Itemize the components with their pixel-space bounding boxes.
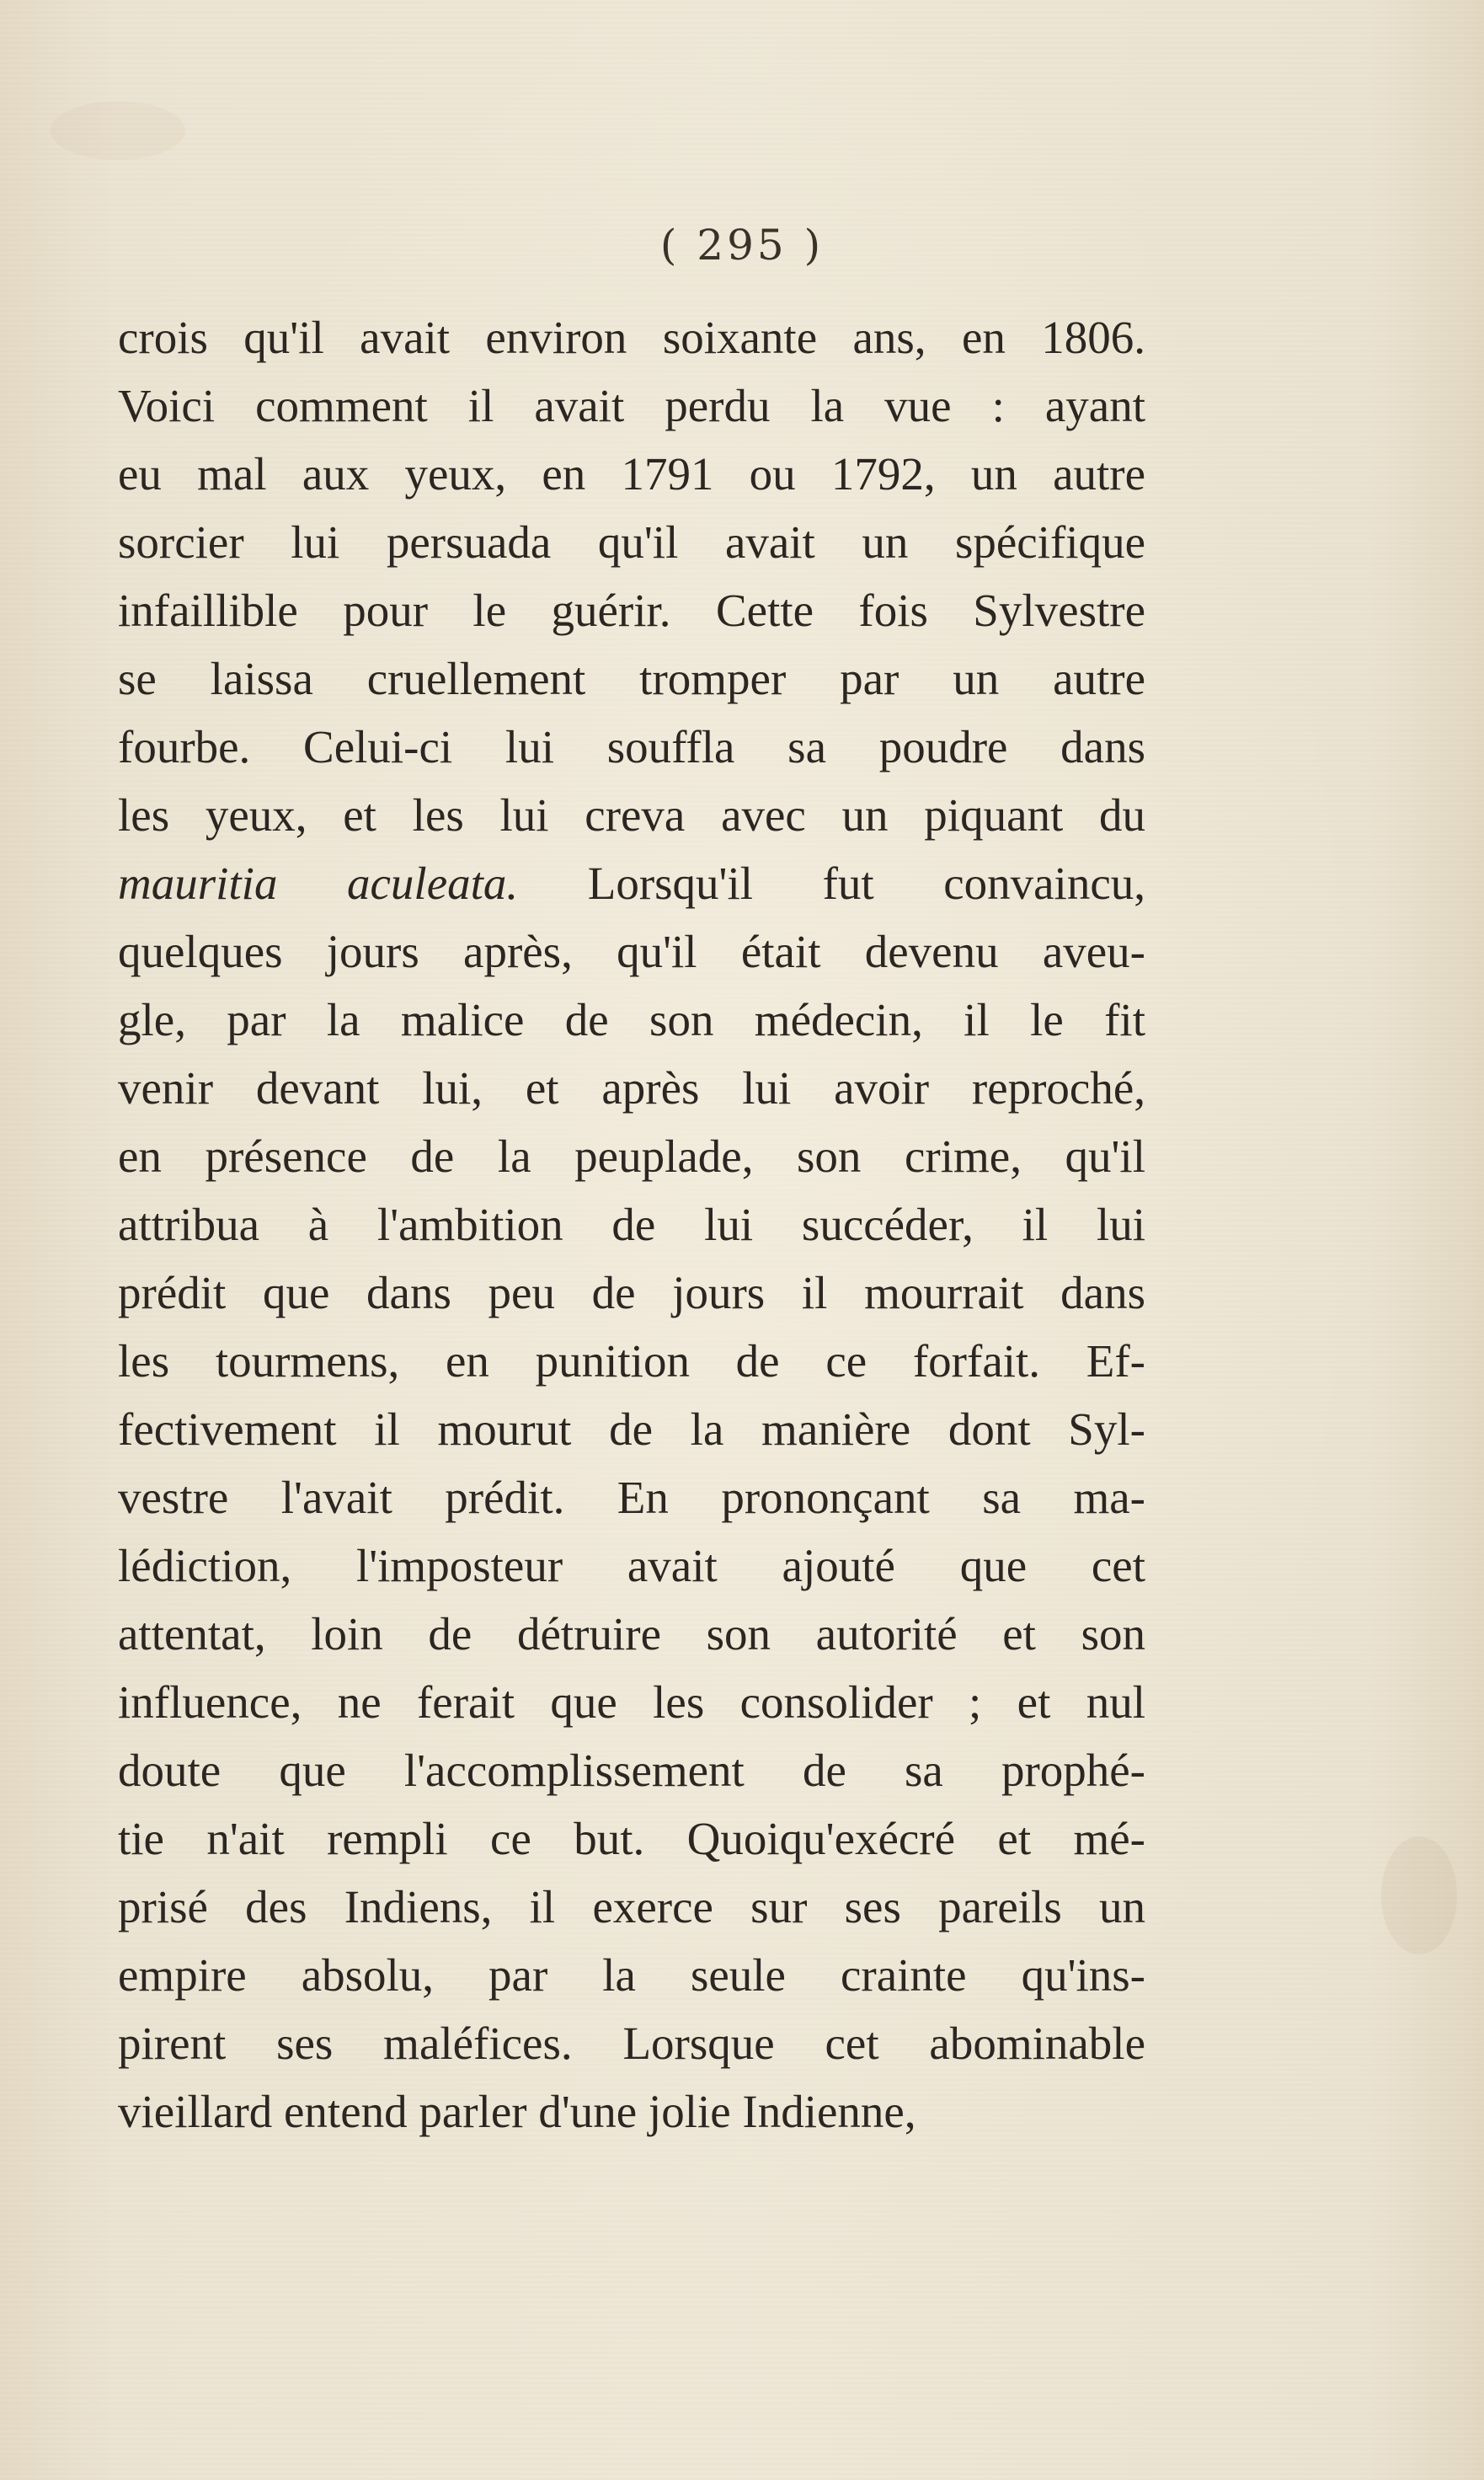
text-line: prisé des Indiens, il exerce sur ses pareils un [118,1881,1145,1932]
paper-stain [51,101,185,160]
text-line: vestre l'avait prédit. En prononçant sa ma- [118,1472,1145,1523]
text-line: eu mal aux yeux, en 1791 ou 1792, un autre [118,448,1145,500]
text-line: attribua à l'ambition de lui succéder, il lui [118,1199,1145,1250]
text-line: prédit que dans peu de jours il mourrait dans [118,1267,1145,1318]
text-line: fourbe. Celui-ci lui souffla sa poudre dans [118,721,1145,772]
paper-stain [1381,1836,1457,1954]
body-text [118,303,1145,2146]
text-line: sorcier lui persuada qu'il avait un spécifique [118,516,1145,568]
text-line: tie n'ait rempli ce but. Quoiqu'exécré et mé- [118,1813,1145,1864]
text-line: gle, par la malice de son médecin, il le fit [118,994,1145,1045]
text-line-italic [118,849,1145,917]
text-line: pirent ses maléfices. Lorsque cet abominable [118,2018,1145,2069]
text-line: vieillard entend parler d'une jolie Indienne, [118,2086,916,2137]
text-line: les yeux, et les lui creva avec un piquant du [118,789,1145,841]
text-line: fectivement il mourut de la manière dont Syl- [118,1403,1145,1455]
text-line: les tourmens, en punition de ce forfait. Ef- [118,1335,1145,1387]
text-line: crois qu'il avait environ soixante ans, en 1806. [118,312,1145,363]
text-line: quelques jours après, qu'il était devenu aveu- [118,926,1145,977]
text-line: Voici comment il avait perdu la vue : ayant [118,380,1145,431]
text-line: se laissa cruellement tromper par un autre [118,653,1145,704]
text-fragment: Lorsqu'il fut convaincu, [518,858,1145,909]
text-line: influence, ne ferait que les consolider ; et nul [118,1676,1145,1728]
text-line: venir devant lui, et après lui avoir reproché, [118,1062,1145,1114]
text-line: en présence de la peuplade, son crime, qu'il [118,1130,1145,1182]
text-line: doute que l'accomplissement de sa prophé- [118,1745,1145,1796]
species-name: mauritia aculeata. [118,858,519,909]
page-number: ( 295 ) [659,221,825,270]
text-line: attentat, loin de détruire son autorité et son [118,1608,1145,1660]
text-line: lédiction, l'imposteur avait ajouté que cet [118,1540,1145,1591]
text-line: empire absolu, par la seule crainte qu'ins- [118,1949,1145,2001]
text-line: infaillible pour le guérir. Cette fois Sylvestre [118,585,1145,636]
